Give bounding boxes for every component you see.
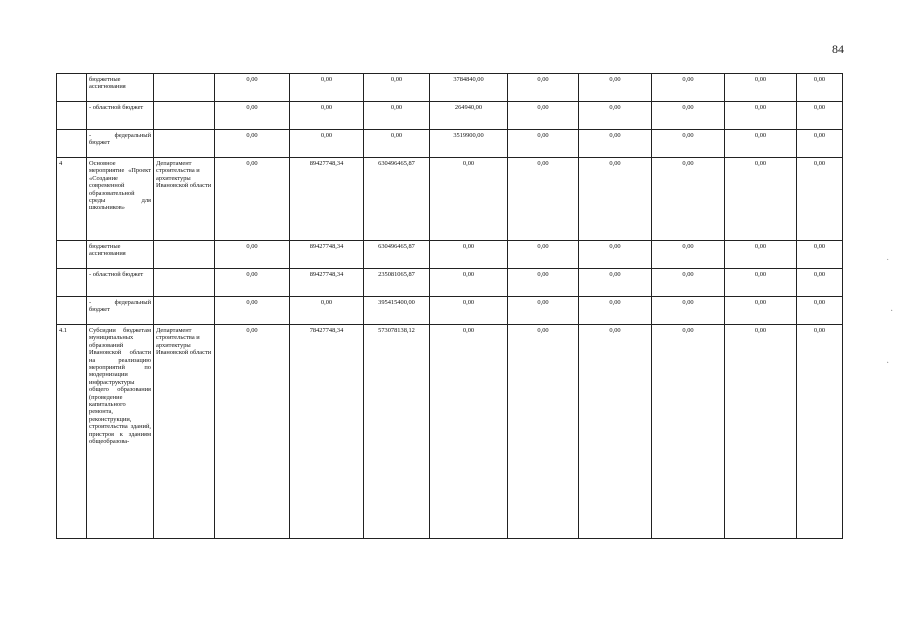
table-row bbox=[57, 269, 843, 297]
row-value: 0,00 bbox=[364, 74, 430, 102]
row-executor bbox=[154, 130, 215, 158]
row-name: бюджетные ассигнования bbox=[87, 241, 154, 269]
row-value: 0,00 bbox=[579, 241, 652, 269]
row-index bbox=[57, 269, 87, 297]
row-value: 3784840,00 bbox=[430, 74, 508, 102]
row-value: 0,00 bbox=[652, 130, 725, 158]
row-value: 264940,00 bbox=[430, 102, 508, 130]
row-value: 0,00 bbox=[797, 102, 843, 130]
row-index bbox=[57, 241, 87, 269]
row-value: 0,00 bbox=[725, 325, 797, 539]
row-value: 0,00 bbox=[579, 269, 652, 297]
row-value: 0,00 bbox=[508, 102, 579, 130]
row-value: 0,00 bbox=[579, 158, 652, 241]
row-value: 0,00 bbox=[508, 241, 579, 269]
row-value: 0,00 bbox=[215, 74, 290, 102]
row-index: 4.1 bbox=[57, 325, 87, 539]
scan-mark: · bbox=[890, 306, 894, 317]
row-value: 0,00 bbox=[364, 102, 430, 130]
row-index bbox=[57, 130, 87, 158]
row-value: 0,00 bbox=[430, 158, 508, 241]
table-row bbox=[57, 74, 843, 102]
row-value: 0,00 bbox=[725, 74, 797, 102]
table-row bbox=[57, 130, 843, 158]
row-value: 78427748,34 bbox=[290, 325, 364, 539]
row-executor bbox=[154, 269, 215, 297]
row-index bbox=[57, 297, 87, 325]
row-executor bbox=[154, 241, 215, 269]
table-row bbox=[57, 325, 843, 539]
table-row bbox=[57, 102, 843, 130]
row-name: Субсидии бюджетам муниципальных образований Ивановской области на реализацию мероприятий по модернизации инфраструктуры общего образования (проведение капитального ремонта, реконструкции, строительства зданий, пристроя к зданиям общеобразова- bbox=[87, 325, 154, 539]
row-value: 0,00 bbox=[215, 130, 290, 158]
row-value: 0,00 bbox=[430, 241, 508, 269]
row-value: 0,00 bbox=[215, 297, 290, 325]
row-executor bbox=[154, 74, 215, 102]
row-value: 0,00 bbox=[508, 269, 579, 297]
row-value: 0,00 bbox=[797, 269, 843, 297]
row-index bbox=[57, 102, 87, 130]
row-name: - федеральный бюджет bbox=[87, 130, 154, 158]
row-name: - федеральный бюджет bbox=[87, 297, 154, 325]
row-value: 0,00 bbox=[797, 241, 843, 269]
row-value: 0,00 bbox=[215, 269, 290, 297]
row-value: 235081065,87 bbox=[364, 269, 430, 297]
scan-mark: ˙ bbox=[886, 258, 890, 269]
budget-table bbox=[56, 73, 843, 539]
row-value: 0,00 bbox=[652, 297, 725, 325]
row-value: 0,00 bbox=[725, 269, 797, 297]
row-value: 0,00 bbox=[508, 158, 579, 241]
row-value: 0,00 bbox=[652, 158, 725, 241]
row-value: 0,00 bbox=[290, 297, 364, 325]
row-value: 0,00 bbox=[725, 297, 797, 325]
row-value: 0,00 bbox=[290, 130, 364, 158]
row-value: 0,00 bbox=[725, 102, 797, 130]
row-executor bbox=[154, 297, 215, 325]
table-row bbox=[57, 297, 843, 325]
row-name: - областной бюджет bbox=[87, 102, 154, 130]
row-name: бюджетные ассигнования bbox=[87, 74, 154, 102]
page-number: 84 bbox=[832, 42, 844, 56]
row-value: 0,00 bbox=[579, 102, 652, 130]
row-value: 0,00 bbox=[508, 325, 579, 539]
row-value: 0,00 bbox=[215, 102, 290, 130]
row-value: 0,00 bbox=[430, 297, 508, 325]
row-value: 0,00 bbox=[725, 130, 797, 158]
row-value: 89427748,34 bbox=[290, 269, 364, 297]
row-value: 0,00 bbox=[508, 130, 579, 158]
row-value: 0,00 bbox=[215, 241, 290, 269]
scan-mark: · bbox=[886, 358, 890, 369]
row-value: 0,00 bbox=[579, 74, 652, 102]
row-value: 0,00 bbox=[797, 74, 843, 102]
row-value: 395415400,00 bbox=[364, 297, 430, 325]
row-value: 0,00 bbox=[508, 297, 579, 325]
row-value: 630496465,87 bbox=[364, 241, 430, 269]
row-executor: Департамент строительства и архитектуры Ивановской области bbox=[154, 325, 215, 539]
row-value: 0,00 bbox=[215, 325, 290, 539]
row-value: 0,00 bbox=[290, 74, 364, 102]
row-name: - областной бюджет bbox=[87, 269, 154, 297]
row-value: 89427748,34 bbox=[290, 158, 364, 241]
row-executor bbox=[154, 102, 215, 130]
row-value: 0,00 bbox=[579, 297, 652, 325]
row-value: 3519900,00 bbox=[430, 130, 508, 158]
row-value: 0,00 bbox=[364, 130, 430, 158]
row-value: 0,00 bbox=[430, 325, 508, 539]
row-value: 630496465,87 bbox=[364, 158, 430, 241]
row-value: 0,00 bbox=[652, 325, 725, 539]
row-value: 0,00 bbox=[215, 158, 290, 241]
row-value: 0,00 bbox=[725, 158, 797, 241]
row-value: 0,00 bbox=[725, 241, 797, 269]
row-value: 0,00 bbox=[430, 269, 508, 297]
row-value: 89427748,34 bbox=[290, 241, 364, 269]
row-value: 0,00 bbox=[508, 74, 579, 102]
row-executor: Департамент строительства и архитектуры Ивановской области bbox=[154, 158, 215, 241]
row-value: 0,00 bbox=[579, 130, 652, 158]
row-value: 0,00 bbox=[652, 102, 725, 130]
table-row bbox=[57, 241, 843, 269]
row-index bbox=[57, 74, 87, 102]
row-value: 573078138,12 bbox=[364, 325, 430, 539]
row-value: 0,00 bbox=[290, 102, 364, 130]
row-value: 0,00 bbox=[652, 74, 725, 102]
row-value: 0,00 bbox=[797, 325, 843, 539]
row-value: 0,00 bbox=[797, 130, 843, 158]
row-index: 4 bbox=[57, 158, 87, 241]
row-name: Основное мероприятие «Проект «Создание современной образовательной среды для школьников» bbox=[87, 158, 154, 241]
row-value: 0,00 bbox=[797, 158, 843, 241]
row-value: 0,00 bbox=[652, 269, 725, 297]
row-value: 0,00 bbox=[797, 297, 843, 325]
row-value: 0,00 bbox=[579, 325, 652, 539]
table-row bbox=[57, 158, 843, 241]
row-value: 0,00 bbox=[652, 241, 725, 269]
